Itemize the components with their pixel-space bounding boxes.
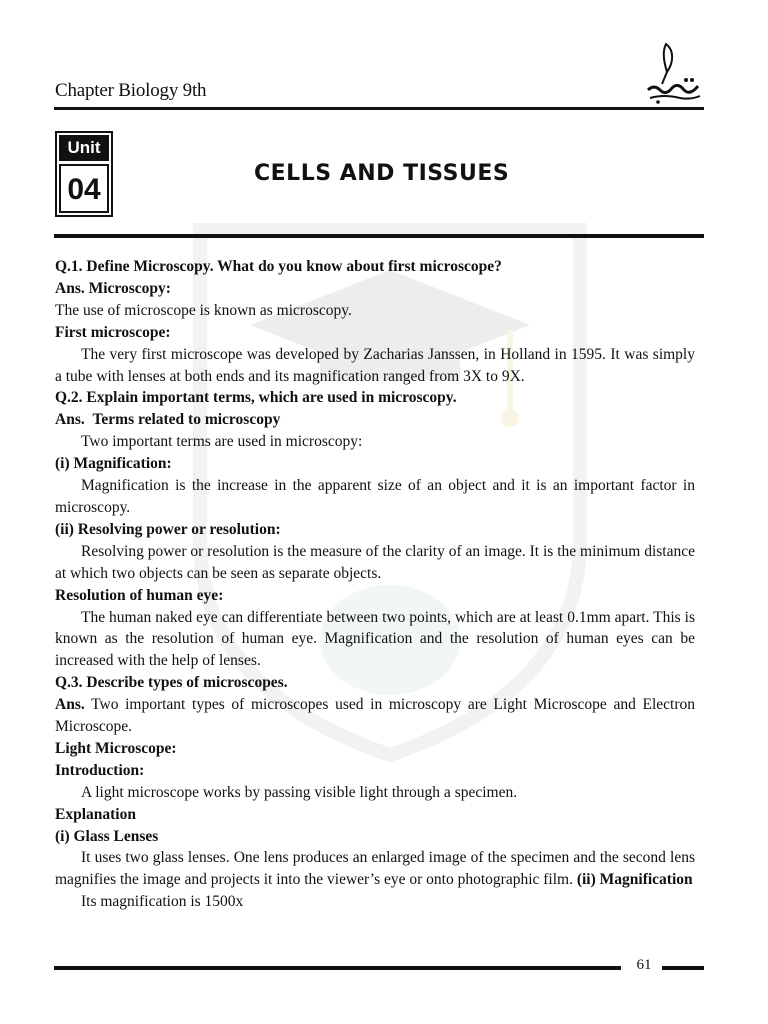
- page-content: [55, 256, 695, 913]
- magnification-heading: (i) Magnification:: [55, 455, 172, 473]
- first-microscope-heading: First microscope:: [55, 323, 171, 341]
- publisher-logo-icon: [640, 40, 706, 106]
- unit-badge: [55, 131, 113, 217]
- question-3: Q.3. Describe types of microscopes.: [55, 674, 288, 692]
- footer-rule-right: [662, 966, 704, 970]
- answer-3: [55, 694, 695, 738]
- glass-lenses-heading: (i) Glass Lenses: [55, 827, 159, 845]
- question-1: Q.1. Define Microscopy. What do you know about first microscope?: [55, 258, 502, 275]
- terms-heading: Terms related to microscopy: [92, 411, 281, 429]
- unit-label: Unit: [59, 135, 109, 161]
- resolving-power-heading: (ii) Resolving power or resolution:: [55, 520, 281, 538]
- first-microscope-text: The very first microscope was developed by Zacharias Janssen, in Holland in 1595. It was simply a tube with lenses at both ends and its magnification ranged from 3X to 9X.: [55, 345, 695, 385]
- answer-label: Ans.: [55, 411, 85, 429]
- title-rule: [54, 234, 704, 238]
- explanation-heading: Explanation: [55, 805, 136, 823]
- question-2: Q.2. Explain important terms, which are used in microscopy.: [55, 389, 457, 407]
- introduction-heading: Introduction:: [55, 761, 145, 779]
- chapter-title: CELLS AND TISSUES: [254, 161, 510, 186]
- magnification-2-text: Its magnification is 1500x: [81, 893, 244, 911]
- answer-label: Ans.: [55, 696, 85, 714]
- magnification-2-heading: (ii) Magnification: [576, 871, 693, 889]
- answer-3-text: Two important types of microscopes used in microscopy are Light Microscope and Electron Microscope.: [55, 696, 695, 736]
- answer-2-heading-line: [55, 409, 695, 431]
- footer-rule: [54, 966, 621, 970]
- answer-label: Ans.: [55, 279, 85, 297]
- page-number: 61: [636, 957, 652, 973]
- resolving-power-text: Resolving power or resolution is the measure of the clarity of an image. It is the minimum distance at which two objects can be seen as separate objects.: [55, 542, 695, 582]
- answer-1-heading-line: [55, 278, 695, 300]
- introduction-text: A light microscope works by passing visible light through a specimen.: [81, 783, 518, 801]
- glass-lenses-text: [55, 847, 695, 891]
- header-rule: [54, 107, 704, 110]
- terms-intro: Two important terms are used in microscopy:: [81, 433, 363, 451]
- unit-number: 04: [59, 164, 109, 213]
- page-header-title: Chapter Biology 9th: [55, 80, 207, 101]
- microscopy-heading: Microscopy:: [88, 279, 171, 297]
- magnification-text: Magnification is the increase in the apparent size of an object and it is an important factor in microscopy.: [55, 477, 695, 516]
- light-microscope-heading: Light Microscope:: [55, 739, 177, 757]
- microscopy-definition: The use of microscope is known as microscopy.: [55, 301, 352, 319]
- human-eye-heading: Resolution of human eye:: [55, 586, 224, 604]
- glass-lenses-text-body: It uses two glass lenses. One lens produces an enlarged image of the specimen and the second lens magnifies the image and projects it into the viewer’s eye or onto photographic film.: [55, 849, 695, 889]
- human-eye-text: The human naked eye can differentiate between two points, which are at least 0.1mm apart. This is known as the resolution of human eye. Magnification and the resolution of human eyes can be increased with the help of lenses.: [55, 608, 695, 670]
